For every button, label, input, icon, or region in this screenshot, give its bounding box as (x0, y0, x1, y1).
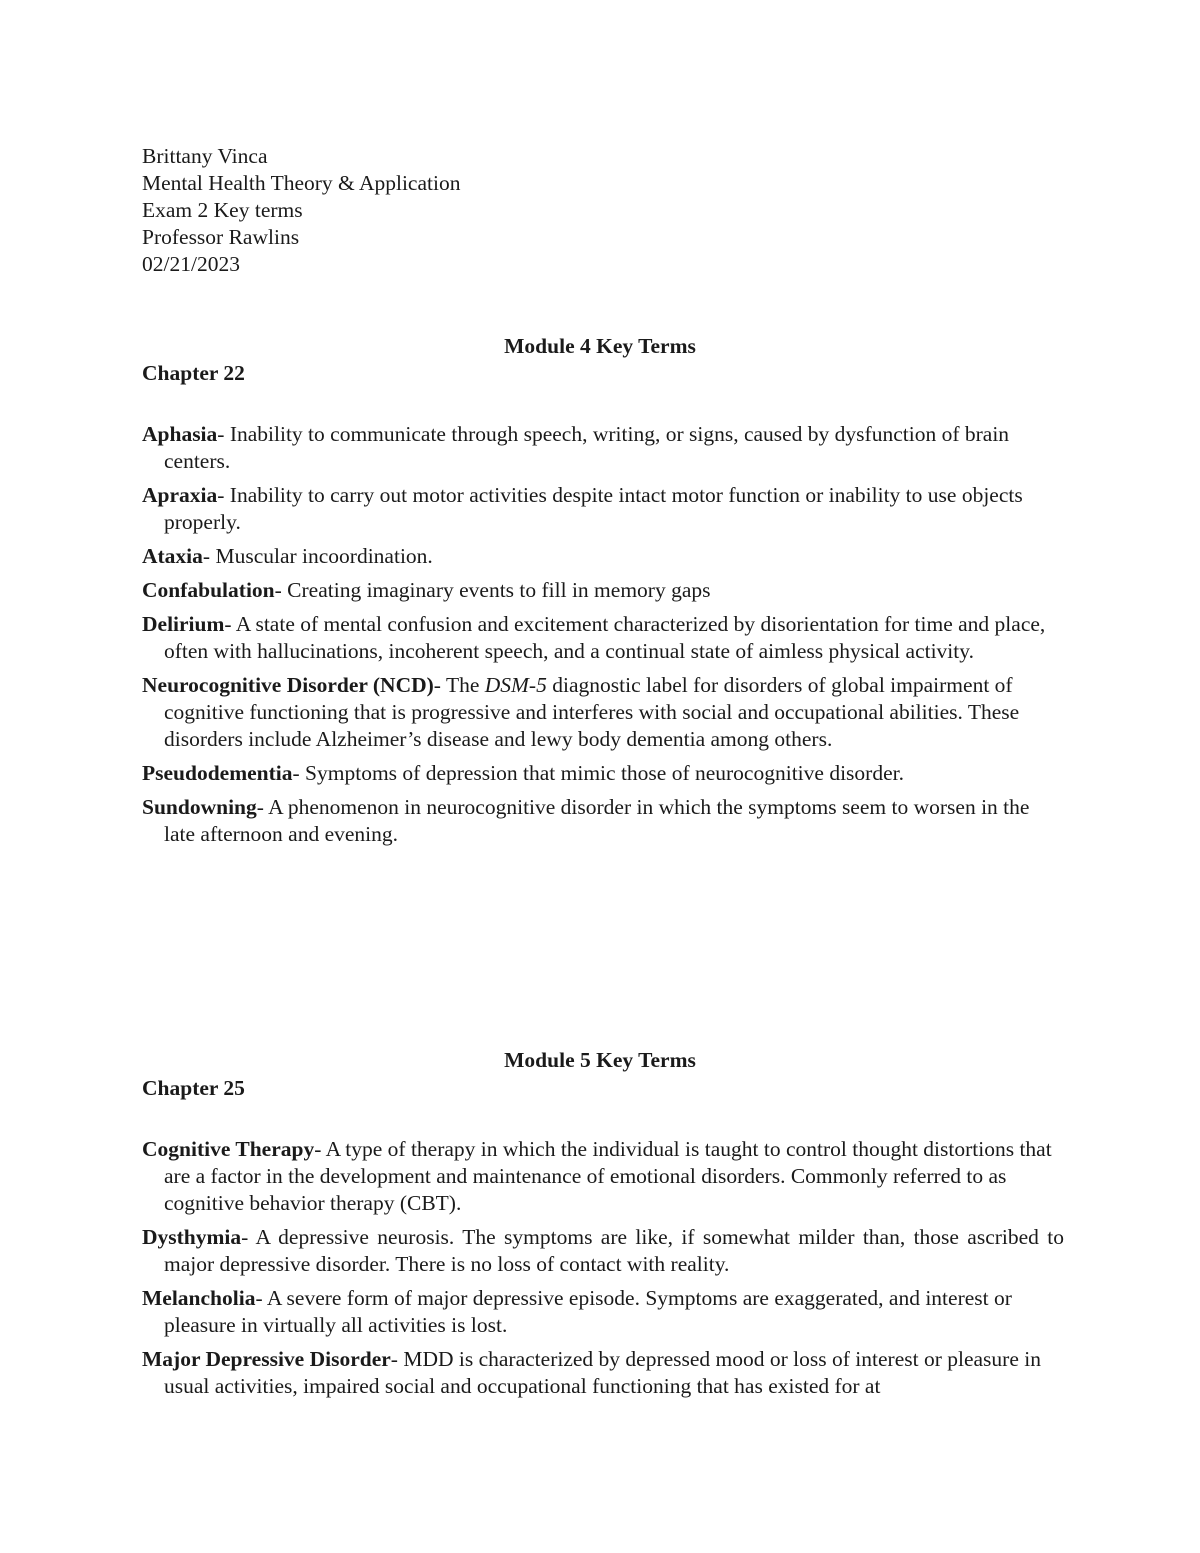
document-date: 02/21/2023 (142, 252, 240, 276)
module-title: Module 4 Key Terms (504, 334, 696, 358)
term-definition-italic: DSM-5 (484, 673, 547, 697)
term-entry (142, 760, 1064, 787)
term-list (142, 1136, 1064, 1407)
term-definition: - A state of mental confusion and excitement characterized by disorientation for time and place, often with hallucinations, incoherent speech, and a continual state of aimless physical activity. (164, 612, 1046, 663)
term-name: Major Depressive Disorder (142, 1347, 391, 1371)
term-name: Ataxia (142, 544, 203, 568)
term-definition: - A phenomenon in neurocognitive disorder in which the symptoms seem to worsen in the late afternoon and evening. (164, 795, 1030, 846)
term-entry (142, 794, 1064, 848)
term-definition: - A depressive neurosis. The symptoms are like, if somewhat milder than, those ascribed to major depressive disorder. There is no loss of contact with reality. (164, 1225, 1064, 1276)
term-definition: diagnostic label for disorders of global impairment of cognitive functioning that is progressive and interferes with social and occupational abilities. These disorders include Alzheimer’s disease and lewy body dementia among others. (164, 673, 1020, 751)
chapter-title: Chapter 22 (142, 361, 245, 385)
course-name: Mental Health Theory & Application (142, 171, 461, 195)
term-name: Apraxia (142, 483, 218, 507)
chapter-title: Chapter 25 (142, 1076, 245, 1100)
term-definition: - A type of therapy in which the individual is taught to control thought distortions that are a factor in the development and maintenance of emotional disorders. Commonly referred to as cognitive behavior therapy (CBT). (164, 1137, 1052, 1215)
term-name: Cognitive Therapy (142, 1137, 315, 1161)
term-definition: - MDD is characterized by depressed mood or loss of interest or pleasure in usual activities, impaired social and occupational functioning that has existed for at (164, 1347, 1041, 1398)
term-entry (142, 1136, 1064, 1217)
term-definition: - A severe form of major depressive episode. Symptoms are exaggerated, and interest or pleasure in virtually all activities is lost. (164, 1286, 1012, 1337)
term-definition: - Inability to communicate through speech, writing, or signs, caused by dysfunction of brain centers. (164, 422, 1010, 473)
author-name: Brittany Vinca (142, 144, 268, 168)
assignment-name: Exam 2 Key terms (142, 198, 303, 222)
term-definition: - Symptoms of depression that mimic those of neurocognitive disorder. (292, 761, 904, 785)
term-entry (142, 1285, 1064, 1339)
term-name: Delirium (142, 612, 225, 636)
term-definition: - Inability to carry out motor activities despite intact motor function or inability to use objects properly. (164, 483, 1023, 534)
term-name: Dysthymia (142, 1225, 242, 1249)
term-entry (142, 543, 1064, 570)
term-name: Melancholia (142, 1286, 256, 1310)
term-name: Aphasia (142, 422, 218, 446)
term-entry (142, 577, 1064, 604)
document-header (142, 143, 460, 278)
term-entry (142, 672, 1064, 753)
term-entry (142, 1346, 1064, 1400)
term-name: Pseudodementia (142, 761, 293, 785)
term-entry (142, 421, 1064, 475)
module-title: Module 5 Key Terms (504, 1048, 696, 1072)
term-definition: - Muscular incoordination. (202, 544, 433, 568)
term-definition-prefix: - The (433, 673, 485, 697)
term-list (142, 421, 1064, 855)
term-name: Sundowning (142, 795, 257, 819)
term-name: Confabulation (142, 578, 275, 602)
term-definition: - Creating imaginary events to fill in memory gaps (274, 578, 711, 602)
term-entry (142, 1224, 1064, 1278)
professor-name: Professor Rawlins (142, 225, 300, 249)
term-entry (142, 611, 1064, 665)
term-entry (142, 482, 1064, 536)
term-name: Neurocognitive Disorder (NCD) (142, 673, 434, 697)
